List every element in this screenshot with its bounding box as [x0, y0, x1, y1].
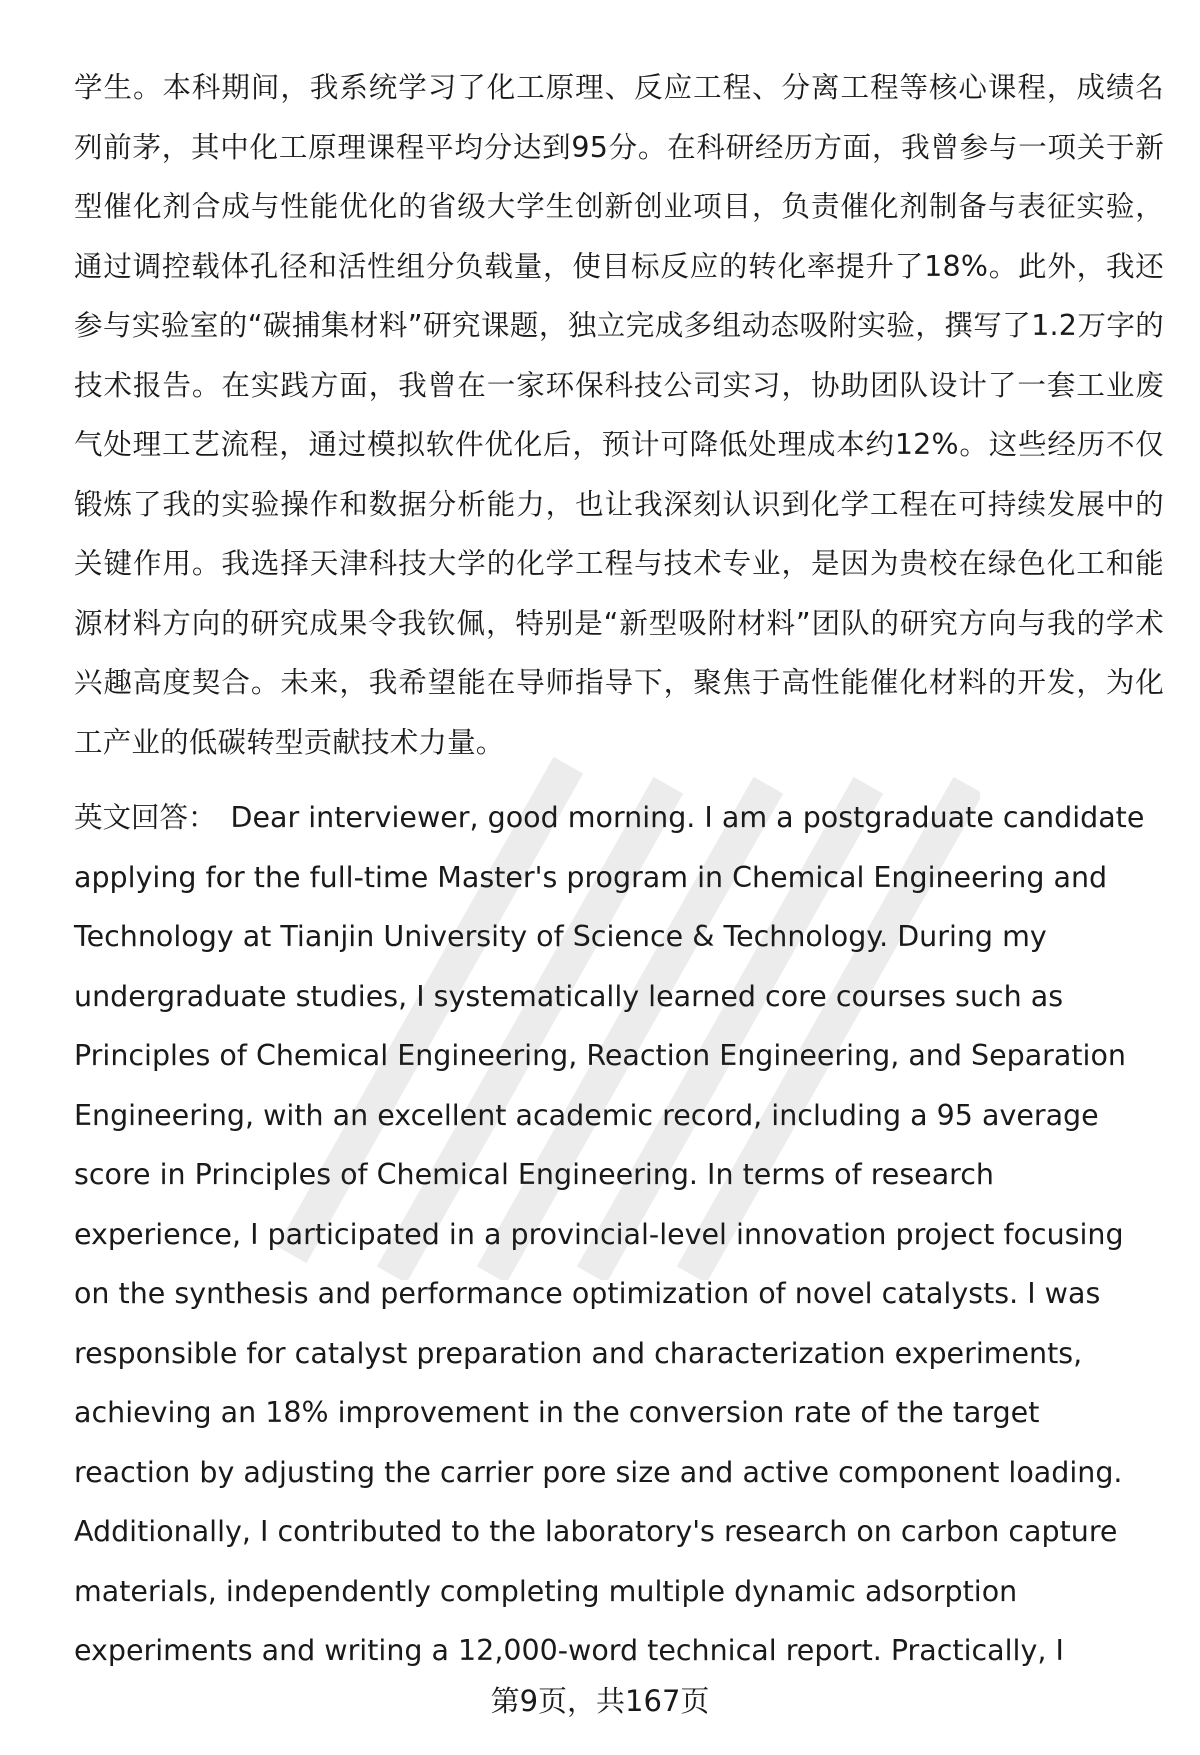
- english-answer-label: 英文回答：: [74, 801, 217, 834]
- english-answer-text: Dear interviewer, good morning. I am a postgraduate candidate applying for the full-time Master's program in Chemical Engineering and Technology at Tianjin University of Science & Technology. During my undergraduate studies, I systematically learned core courses such as Principles of Chemical Engineering, Reaction Engineering, and Separation Engineering, with an excellent academic record, including a 95 average score in Principles of Chemical Engineering. In terms of research experience, I participated in a provincial-level innovation project focusing on the synthesis and performance optimization of novel catalysts. I was responsible for catalyst preparation and characterization experiments, achieving an 18% improvement in the conversion rate of the target reaction by adjusting the carrier pore size and active component loading. Additionally, I contributed to the laboratory's research on carbon capture materials, independently completing multiple dynamic adsorption experiments and writing a 12,000-word technical report. Practically, I: [74, 801, 1145, 1667]
- chinese-answer-paragraph: 学生。本科期间，我系统学习了化工原理、反应工程、分离工程等核心课程，成绩名列前茅，其中化工原理课程平均分达到95分。在科研经历方面，我曾参与一项关于新型催化剂合成与性能优化的省级大学生创新创业项目，负责催化剂制备与表征实验，通过调控载体孔径和活性组分负载量，使目标反应的转化率提升了18%。此外，我还参与实验室的“碳捕集材料”研究课题，独立完成多组动态吸附实验，撰写了1.2万字的技术报告。在实践方面，我曾在一家环保科技公司实习，协助团队设计了一套工业废气处理工艺流程，通过模拟软件优化后，预计可降低处理成本约12%。这些经历不仅锻炼了我的实验操作和数据分析能力，也让我深刻认识到化学工程在可持续发展中的关键作用。我选择天津科技大学的化学工程与技术专业，是因为贵校在绿色化工和能源材料方向的研究成果令我钦佩，特别是“新型吸附材料”团队的研究方向与我的学术兴趣高度契合。未来，我希望能在导师指导下，聚焦于高性能催化材料的开发，为化工产业的低碳转型贡献技术力量。: [74, 71, 1164, 759]
- english-answer-paragraph: [74, 788, 1164, 1681]
- page-number-footer: 第9页，共167页: [490, 1684, 710, 1718]
- document-body: [74, 58, 1164, 1681]
